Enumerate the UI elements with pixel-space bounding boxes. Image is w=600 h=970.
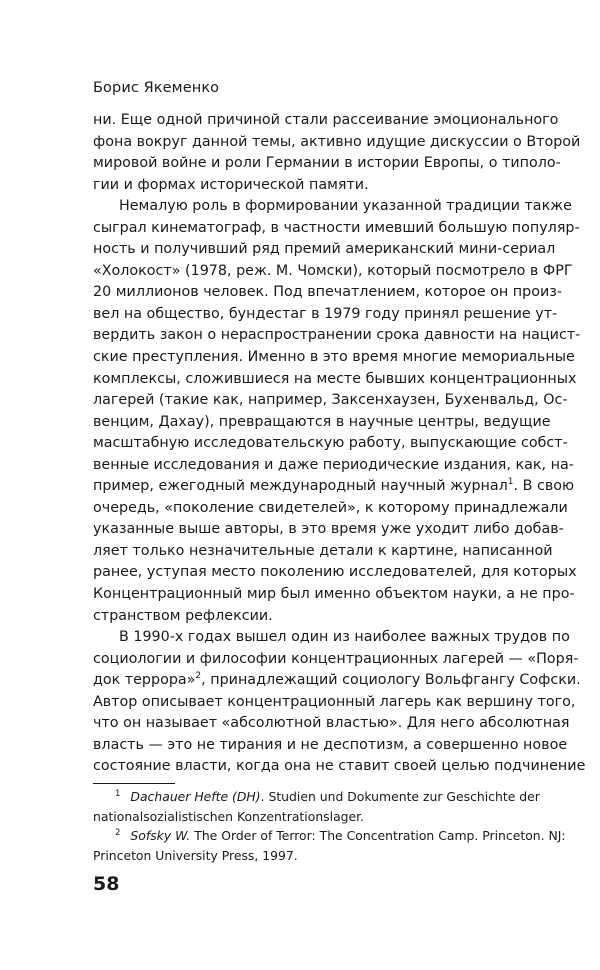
footnote-author: Sofsky W. xyxy=(130,828,191,844)
text-line: сыграл кинематограф, в частности имевший большую популяр- xyxy=(93,219,580,236)
text-line: масштабную исследовательскую работу, выпускающие собст- xyxy=(93,435,568,452)
paragraph xyxy=(93,196,581,627)
text-line: Немалую роль в формировании указанной традиции также xyxy=(119,198,572,215)
text-line: ранее, уступая место поколению исследователей, для которых xyxy=(93,564,577,581)
text-line: ские преступления. Именно в это время многие мемориальные xyxy=(93,349,575,366)
text-line: 20 миллионов человек. Под впечатлением, которое он произ- xyxy=(93,284,563,301)
text-fragment: пример, ежегодный международный научный журнал xyxy=(93,478,508,495)
text-line: указанные выше авторы, в это время уже уходит либо добав- xyxy=(93,521,564,538)
footnote-divider xyxy=(93,783,175,784)
footnote-ref[interactable]: 1 xyxy=(507,477,514,488)
text-line: власть — это не тирания и не деспотизм, а совершенно новое xyxy=(93,736,568,753)
footnotes xyxy=(93,787,566,865)
body-text xyxy=(93,110,586,778)
text-line: венные исследования и даже периодические издания, как, на- xyxy=(93,456,574,473)
text-line: венцим, Дахау), превращаются в научные центры, ведущие xyxy=(93,413,551,430)
footnote-line: Princeton University Press, 1997. xyxy=(93,847,298,863)
text-fragment: , принадлежащий социологу Вольфгангу Софски. xyxy=(201,672,581,689)
footnote-number: 2 xyxy=(115,828,121,839)
footnote-text: The Order of Terror: The Concentration Camp. Princeton. NJ: xyxy=(190,828,566,844)
footnote-line: nationalsozialistischen Konzentrationslager. xyxy=(93,808,365,824)
running-head: Борис Якеменко xyxy=(93,80,220,96)
text-line: социологии и философии концентрационных лагерей — «Поря- xyxy=(93,650,579,667)
text-line: лагерей (такие как, например, Заксенхаузен, Бухенвальд, Ос- xyxy=(93,392,568,409)
text-line: ляет только незначительные детали к картине, написанной xyxy=(93,542,553,559)
text-line: ность и получивший ряд премий американский мини-сериал xyxy=(93,241,556,258)
book-page xyxy=(93,78,586,778)
text-line: «Холокост» (1978, реж. М. Чомски), который посмотрело в ФРГ xyxy=(93,262,573,279)
text-line: комплексы, сложившиеся на месте бывших концентрационных xyxy=(93,370,577,387)
paragraph xyxy=(93,627,586,778)
footnote-ref[interactable]: 2 xyxy=(195,671,202,682)
text-line xyxy=(93,670,581,692)
text-line: фона вокруг данной темы, активно идущие дискуссии о Второй xyxy=(93,133,581,150)
page-number: 58 xyxy=(93,873,120,895)
footnote-title: Dachauer Hefte (DH) xyxy=(130,789,261,804)
text-line: мировой войне и роли Германии в истории Европы, о типоло- xyxy=(93,155,561,172)
text-line: состояние власти, когда она не ставит своей целью подчинение xyxy=(93,758,586,775)
text-line: В 1990-х годах вышел один из наиболее важных трудов по xyxy=(119,629,570,646)
text-line xyxy=(93,476,575,498)
footnote-number: 1 xyxy=(115,789,121,799)
text-line: что он называет «абсолютной властью». Для него абсолютная xyxy=(93,715,570,732)
footnote-2 xyxy=(93,826,566,865)
footnote-line xyxy=(93,787,540,807)
text-line: вел на общество, бундестаг в 1979 году принял решение ут- xyxy=(93,305,558,322)
text-line: Автор описывает концентрационный лагерь как вершину того, xyxy=(93,693,576,710)
text-fragment: . В свою xyxy=(513,478,575,495)
text-line: странством рефлексии. xyxy=(93,607,273,624)
footnote-line xyxy=(93,826,566,846)
text-line: вердить закон о нераспространении срока давности на нацист- xyxy=(93,327,581,344)
text-fragment: док террора» xyxy=(93,672,196,689)
footnote-text: . Studien und Dokumente zur Geschichte der xyxy=(260,789,540,804)
footnote-1 xyxy=(93,787,540,826)
text-line: гии и формах исторической памяти. xyxy=(93,176,369,193)
text-line: ни. Еще одной причиной стали рассеивание эмоционального xyxy=(93,112,559,128)
paragraph xyxy=(93,110,581,196)
text-line: Концентрационный мир был именно объектом науки, а не про- xyxy=(93,586,575,603)
text-line: очередь, «поколение свидетелей», к которому принадлежали xyxy=(93,499,568,516)
